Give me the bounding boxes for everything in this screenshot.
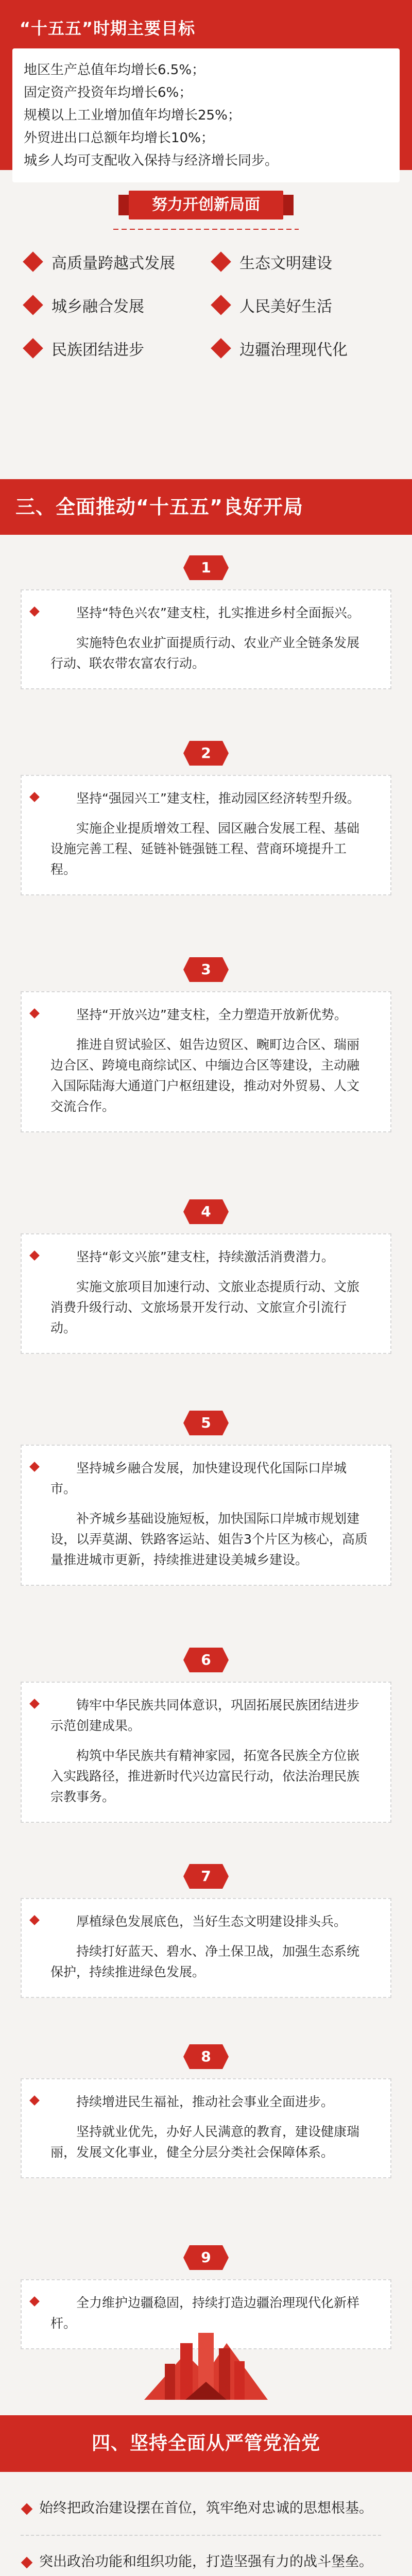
goal-item: 城乡人均可支配收入保持与经济增长同步。: [24, 153, 279, 168]
block-paragraph: 持续增进民生福祉，推动社会事业全面进步。: [76, 2094, 334, 2109]
block-paragraph: 构筑中华民族共有精神家园，拓宽各民族全方位嵌入实践路径，推进新时代兴边富民行动，依法治理民族宗教事务。: [50, 1748, 360, 1804]
block-paragraph: 推进自贸试验区、姐告边贸区、畹町边合区、瑞丽边合区、跨境电商综试区、中缅边合区等建设，主动融入国际陆海大通道门户枢纽建设，推动对外贸易、人文交流合作。: [50, 1037, 360, 1114]
new-situation-item: [26, 294, 203, 316]
block-5: [0, 1405, 412, 1642]
diamond-icon: [23, 295, 43, 315]
divider: [113, 229, 299, 230]
goal-item: 规模以上工业增加值年均增长25%；: [24, 108, 241, 123]
block-paragraph: 持续打好蓝天、碧水、净土保卫战，加强生态系统保护，持续推进绿色发展。: [50, 1944, 360, 1979]
goal-item: 地区生产总值年均增长6.5%；: [24, 62, 205, 78]
section-4: [0, 2415, 412, 2576]
block-card: [21, 2078, 391, 2178]
new-situation-item: [214, 337, 391, 360]
diamond-icon: [23, 251, 43, 272]
block-paragraph: 坚持城乡融合发展，加快建设现代化国际口岸城市。: [50, 1461, 347, 1496]
goals-section: [0, 0, 412, 170]
list-item-text: 始终把政治建设摆在首位，筑牢绝对忠诚的思想根基。: [39, 2500, 373, 2516]
new-situation-item-label: 高质量跨越式发展: [52, 255, 175, 273]
block-paragraph: 实施特色农业扩面提质行动、农业产业全链条发展行动、联农带农富农行动。: [50, 635, 360, 671]
block-paragraph: 铸牢中华民族共同体意识，巩固拓展民族团结进步示范创建成果。: [50, 1698, 360, 1733]
block-3: [0, 952, 412, 1194]
block-7: [0, 1859, 412, 2039]
block-card: [21, 991, 391, 1132]
goals-title: “十五五”时期主要目标: [20, 19, 196, 38]
list-item: [21, 2536, 381, 2576]
goal-item: 固定资产投资年均增长6%；: [24, 85, 193, 100]
new-situation-item: [214, 250, 391, 273]
block-number-badge: 8: [190, 2044, 222, 2069]
block-card: [21, 1682, 391, 1823]
goal-item: 外贸进出口总额年均增长10%；: [24, 130, 214, 146]
block-paragraph: 坚持“特色兴农”建支柱，扎实推进乡村全面振兴。: [76, 605, 360, 620]
block-9: [0, 2240, 412, 2415]
block-number-badge: 2: [190, 741, 222, 766]
new-situation-item-label: 民族团结进步: [52, 341, 144, 359]
block-2: [0, 736, 412, 952]
block-8: [0, 2039, 412, 2240]
block-card: [21, 775, 391, 895]
red-building-illustration: [134, 2323, 278, 2400]
block-paragraph: 补齐城乡基础设施短板，加快国际口岸城市规划建设，以弄莫湖、铁路客运站、姐告3个片区为核心，高质量推进城市更新，持续推进建设美城乡建设。: [50, 1511, 368, 1567]
new-situation-title: 努力开创新局面: [129, 191, 283, 219]
diamond-icon: [211, 251, 231, 272]
new-situation-item-label: 人民美好生活: [239, 298, 332, 316]
new-situation-item-label: 城乡融合发展: [52, 298, 144, 316]
block-number-badge: 3: [190, 957, 222, 982]
new-situation-item: [26, 250, 203, 273]
block-number-badge: 1: [190, 555, 222, 580]
diamond-icon: [211, 295, 231, 315]
block-paragraph: 实施企业提质增效工程、园区融合发展工程、基础设施完善工程、延链补链强链工程、营商环境提升工程。: [50, 821, 360, 877]
block-1: [0, 535, 412, 736]
diamond-icon: [23, 338, 43, 359]
block-paragraph: 坚持“强园兴工”建支柱，推动园区经济转型升级。: [76, 791, 360, 806]
block-card: [21, 1898, 391, 1998]
block-number-badge: 7: [190, 1864, 222, 1889]
block-number-badge: 6: [190, 1648, 222, 1672]
block-6: [0, 1642, 412, 1859]
new-situation-item: [26, 337, 203, 360]
new-situation-grid: [0, 245, 412, 360]
block-number-badge: 9: [190, 2245, 222, 2270]
goals-card: [12, 48, 400, 182]
new-situation-item-label: 边疆治理现代化: [239, 341, 348, 359]
block-card: [21, 589, 391, 689]
list-item: [21, 2482, 381, 2536]
block-paragraph: 坚持就业优先，办好人民满意的教育，建设健康瑞丽，发展文化事业，健全分层分类社会保障体系。: [50, 2124, 360, 2160]
section-4-list: [0, 2472, 412, 2576]
section-3-title: 三、全面推动“十五五”良好开局: [0, 479, 412, 535]
block-paragraph: 坚持“彰文兴旅”建支柱，持续激活消费潜力。: [76, 1249, 334, 1264]
block-number-badge: 4: [190, 1199, 222, 1224]
section-3: [0, 479, 412, 2415]
new-situation-item: [214, 294, 391, 316]
block-4: [0, 1194, 412, 1405]
block-paragraph: 实施文旅项目加速行动、文旅业态提质行动、文旅消费升级行动、文旅场景开发行动、文旅宣介引流行动。: [50, 1279, 360, 1335]
diamond-icon: [211, 338, 231, 359]
block-card: [21, 1233, 391, 1354]
section-4-title: 四、坚持全面从严管党治党: [0, 2415, 412, 2472]
block-paragraph: 坚持“开放兴边”建支柱，全力塑造开放新优势。: [76, 1007, 347, 1022]
section-3-blocks: [0, 535, 412, 2415]
block-card: [21, 1445, 391, 1586]
block-paragraph: 厚植绿色发展底色，当好生态文明建设排头兵。: [76, 1914, 347, 1929]
list-item-text: 突出政治功能和组织功能，打造坚强有力的战斗堡垒。: [39, 2554, 373, 2570]
block-number-badge: 5: [190, 1411, 222, 1435]
block-paragraph: 全力维护边疆稳固，持续打造边疆治理现代化新样杆。: [50, 2295, 360, 2331]
new-situation-section: [0, 170, 412, 479]
new-situation-item-label: 生态文明建设: [239, 255, 332, 273]
